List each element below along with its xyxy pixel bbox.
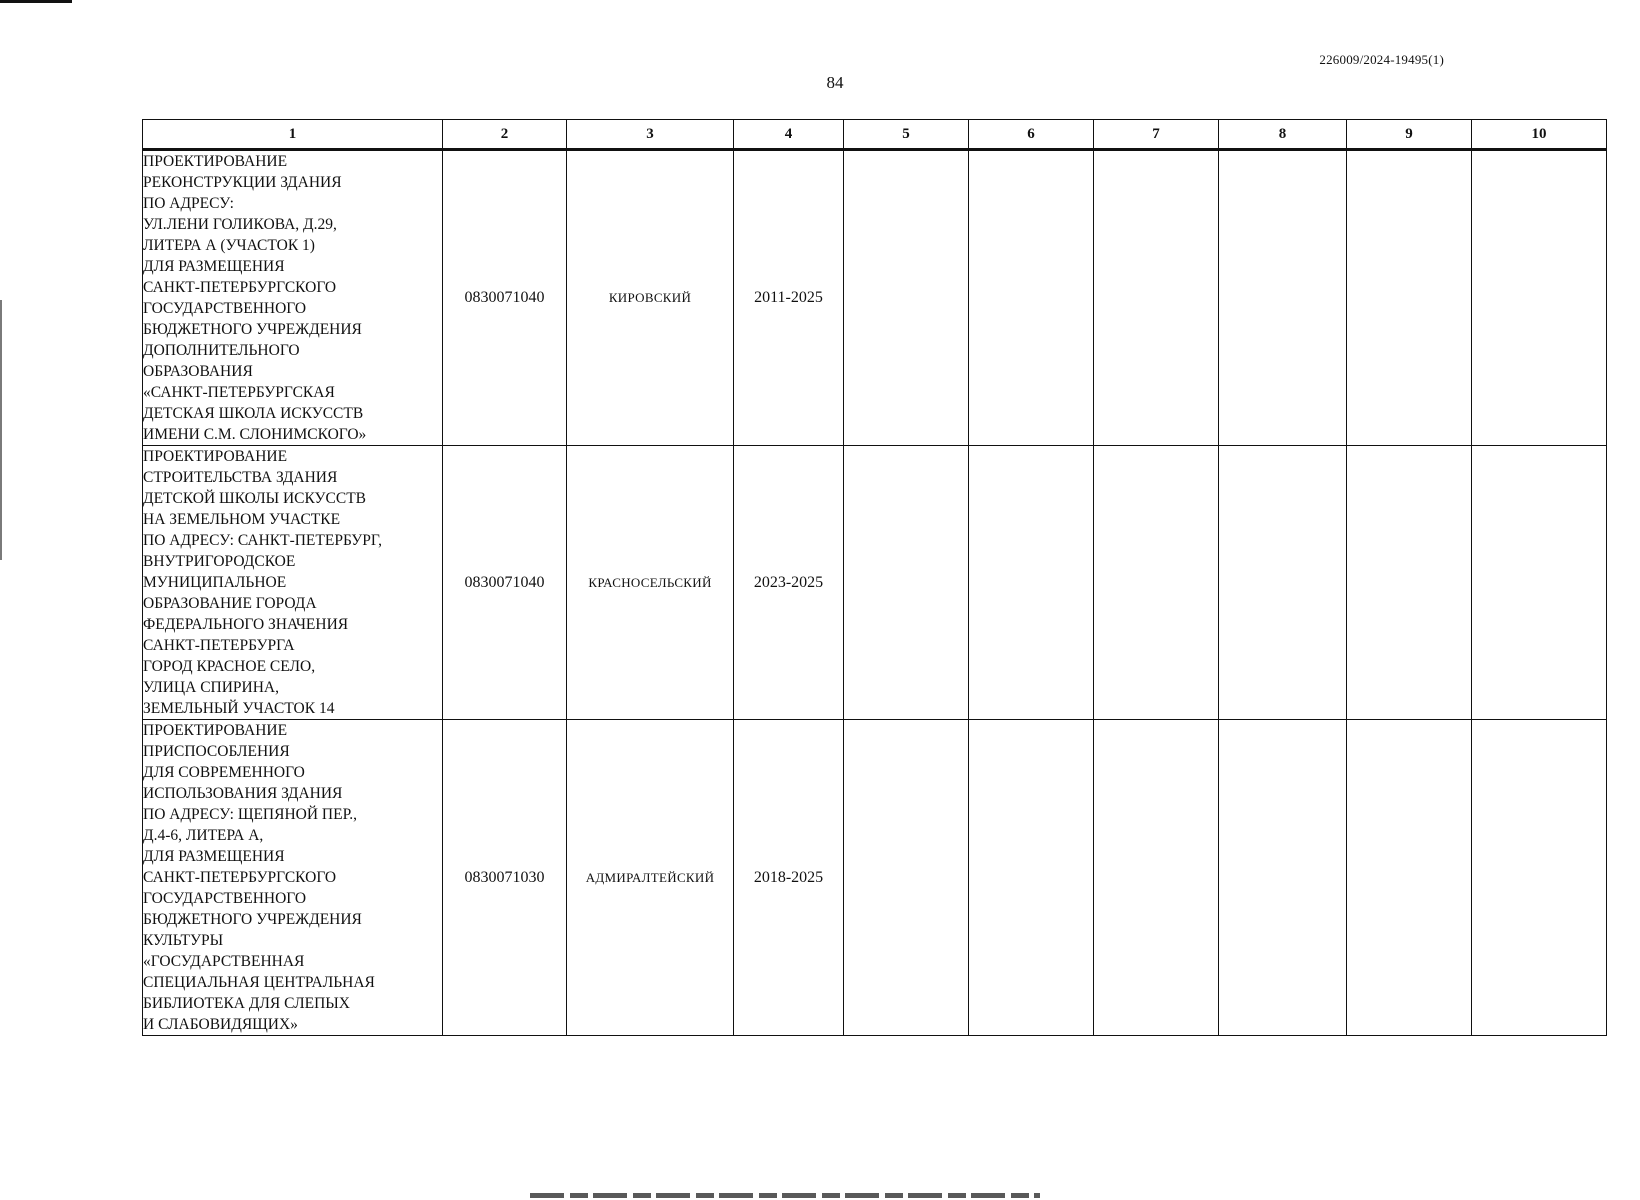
column-header-10: 10 xyxy=(1472,120,1607,150)
empty-cell xyxy=(1347,720,1472,1036)
budget-table xyxy=(142,119,1607,1036)
empty-cell xyxy=(1094,720,1219,1036)
project-name-cell: ПРОЕКТИРОВАНИЕ ПРИСПОСОБЛЕНИЯ ДЛЯ СОВРЕМЕННОГО ИСПОЛЬЗОВАНИЯ ЗДАНИЯ ПО АДРЕСУ: ЩЕПЯНОЙ ПЕР., Д.4-6, ЛИТЕРА А, ДЛЯ РАЗМЕЩЕНИЯ САНКТ-ПЕТЕРБУРГСКОГО ГОСУДАРСТВЕННОГО БЮДЖЕТНОГО УЧРЕЖДЕНИЯ КУЛЬТУРЫ «ГОСУДАРСТВЕННАЯ СПЕЦИАЛЬНАЯ ЦЕНТРАЛЬНАЯ БИБЛИОТЕКА ДЛЯ СЛЕПЫХ И СЛАБОВИДЯЩИХ» xyxy=(143,720,443,1036)
empty-cell xyxy=(969,446,1094,720)
empty-cell xyxy=(1094,150,1219,446)
district-cell: КРАСНОСЕЛЬСКИЙ xyxy=(567,446,734,720)
table-row xyxy=(143,446,1607,720)
project-name-cell: ПРОЕКТИРОВАНИЕ РЕКОНСТРУКЦИИ ЗДАНИЯ ПО АДРЕСУ: УЛ.ЛЕНИ ГОЛИКОВА, Д.29, ЛИТЕРА А (УЧАСТОК 1) ДЛЯ РАЗМЕЩЕНИЯ САНКТ-ПЕТЕРБУРГСКОГО ГОСУДАРСТВЕННОГО БЮДЖЕТНОГО УЧРЕЖДЕНИЯ ДОПОЛНИТЕЛЬНОГО ОБРАЗОВАНИЯ «САНКТ-ПЕТЕРБУРГСКАЯ ДЕТСКАЯ ШКОЛА ИСКУССТВ ИМЕНИ С.М. СЛОНИМСКОГО» xyxy=(143,150,443,446)
empty-cell xyxy=(1472,720,1607,1036)
district-cell: АДМИРАЛТЕЙСКИЙ xyxy=(567,720,734,1036)
empty-cell xyxy=(969,150,1094,446)
column-header-8: 8 xyxy=(1219,120,1347,150)
empty-cell xyxy=(1472,446,1607,720)
empty-cell xyxy=(1347,446,1472,720)
empty-cell xyxy=(1219,446,1347,720)
budget-code-cell: 0830071040 xyxy=(443,446,567,720)
table-row xyxy=(143,150,1607,446)
project-name-cell: ПРОЕКТИРОВАНИЕ СТРОИТЕЛЬСТВА ЗДАНИЯ ДЕТСКОЙ ШКОЛЫ ИСКУССТВ НА ЗЕМЕЛЬНОМ УЧАСТКЕ ПО АДРЕСУ: САНКТ-ПЕТЕРБУРГ, ВНУТРИГОРОДСКОЕ МУНИЦИПАЛЬНОЕ ОБРАЗОВАНИЕ ГОРОДА ФЕДЕРАЛЬНОГО ЗНАЧЕНИЯ САНКТ-ПЕТЕРБУРГА ГОРОД КРАСНОЕ СЕЛО, УЛИЦА СПИРИНА, ЗЕМЕЛЬНЫЙ УЧАСТОК 14 xyxy=(143,446,443,720)
period-cell: 2023-2025 xyxy=(734,446,844,720)
header-row xyxy=(143,120,1607,150)
column-header-6: 6 xyxy=(969,120,1094,150)
page-number: 84 xyxy=(826,73,844,92)
budget-code-cell: 0830071030 xyxy=(443,720,567,1036)
empty-cell xyxy=(1472,150,1607,446)
column-header-1: 1 xyxy=(143,120,443,150)
empty-cell xyxy=(1094,446,1219,720)
scan-artifact-top xyxy=(0,0,72,3)
column-header-7: 7 xyxy=(1094,120,1219,150)
column-header-9: 9 xyxy=(1347,120,1472,150)
period-cell: 2011-2025 xyxy=(734,150,844,446)
column-header-5: 5 xyxy=(844,120,969,150)
scan-artifact-bottom xyxy=(530,1193,1040,1198)
empty-cell xyxy=(844,446,969,720)
empty-cell xyxy=(969,720,1094,1036)
empty-cell xyxy=(1219,150,1347,446)
empty-cell xyxy=(844,150,969,446)
table-row xyxy=(143,720,1607,1036)
column-header-3: 3 xyxy=(567,120,734,150)
district-cell: КИРОВСКИЙ xyxy=(567,150,734,446)
document-reference: 226009/2024-19495(1) xyxy=(1319,52,1444,67)
empty-cell xyxy=(844,720,969,1036)
scan-artifact-edge xyxy=(0,300,2,560)
column-header-4: 4 xyxy=(734,120,844,150)
empty-cell xyxy=(1347,150,1472,446)
budget-code-cell: 0830071040 xyxy=(443,150,567,446)
empty-cell xyxy=(1219,720,1347,1036)
column-header-2: 2 xyxy=(443,120,567,150)
period-cell: 2018-2025 xyxy=(734,720,844,1036)
